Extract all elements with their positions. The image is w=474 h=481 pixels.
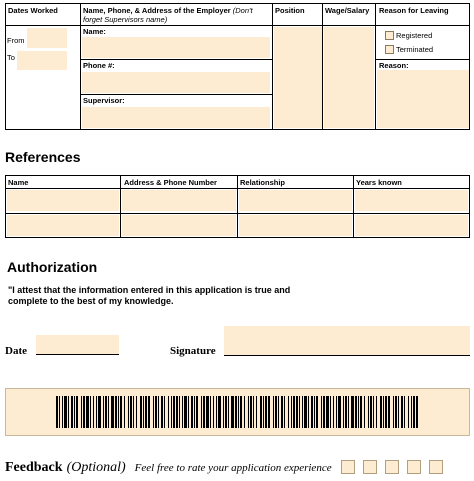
authorization-title: Authorization — [7, 259, 98, 275]
employer-header: Name, Phone, & Address of the Employer (Don't forget Supervisors name) — [83, 6, 253, 24]
rating-box-5[interactable] — [429, 460, 443, 474]
employer-name-field[interactable] — [82, 37, 270, 58]
phone-label: Phone #: — [83, 61, 115, 70]
date-label: Date — [5, 345, 27, 357]
registered-checkbox[interactable] — [385, 31, 394, 40]
rating-box-2[interactable] — [363, 460, 377, 474]
rating-box-3[interactable] — [385, 460, 399, 474]
dates-worked-header: Dates Worked — [8, 6, 58, 15]
signature-label: Signature — [170, 345, 216, 357]
name-label: Name: — [83, 27, 106, 36]
feedback-heading — [5, 458, 332, 476]
rating-box-1[interactable] — [341, 460, 355, 474]
feedback-optional: (Optional) — [66, 460, 126, 475]
feedback-title: Feedback — [5, 460, 63, 475]
terminated-label: Terminated — [396, 45, 434, 54]
supervisor-field[interactable] — [82, 107, 270, 128]
position-header: Position — [275, 6, 305, 15]
to-label: To — [7, 53, 15, 62]
barcode-icon — [56, 396, 418, 428]
references-title: References — [5, 149, 81, 165]
ref2-address-field[interactable] — [122, 215, 236, 236]
from-date-field[interactable] — [27, 28, 67, 48]
employer-phone-field[interactable] — [82, 72, 270, 93]
rating-box-4[interactable] — [407, 460, 421, 474]
ref2-name-field[interactable] — [7, 215, 119, 236]
signature-field[interactable] — [224, 326, 470, 356]
attestation-statement: "I attest that the information entered in this application is true and complete to the best of my knowledge. — [8, 285, 291, 306]
ref1-address-field[interactable] — [122, 190, 236, 211]
to-date-field[interactable] — [17, 51, 67, 70]
terminated-checkbox[interactable] — [385, 45, 394, 54]
reason-header: Reason for Leaving — [379, 6, 449, 15]
wage-header: Wage/Salary — [325, 6, 370, 15]
ref-col-relationship: Relationship — [240, 178, 286, 187]
ref1-name-field[interactable] — [7, 190, 119, 211]
ref2-years-field[interactable] — [355, 215, 468, 236]
ref1-relationship-field[interactable] — [239, 190, 352, 211]
from-label: From — [7, 36, 25, 45]
ref-col-address: Address & Phone Number — [124, 178, 217, 187]
ref1-years-field[interactable] — [355, 190, 468, 211]
position-field[interactable] — [274, 27, 322, 128]
wage-field[interactable] — [324, 27, 374, 128]
ref-col-name: Name — [8, 178, 29, 187]
feedback-prompt: Feel free to rate your application experience — [134, 462, 332, 474]
date-field[interactable] — [36, 335, 119, 355]
reason-label: Reason: — [379, 61, 409, 70]
ref2-relationship-field[interactable] — [239, 215, 352, 236]
supervisor-label: Supervisor: — [83, 96, 125, 105]
ref-col-years: Years known — [356, 178, 402, 187]
reason-field[interactable] — [377, 70, 469, 128]
registered-label: Registered — [396, 31, 433, 40]
